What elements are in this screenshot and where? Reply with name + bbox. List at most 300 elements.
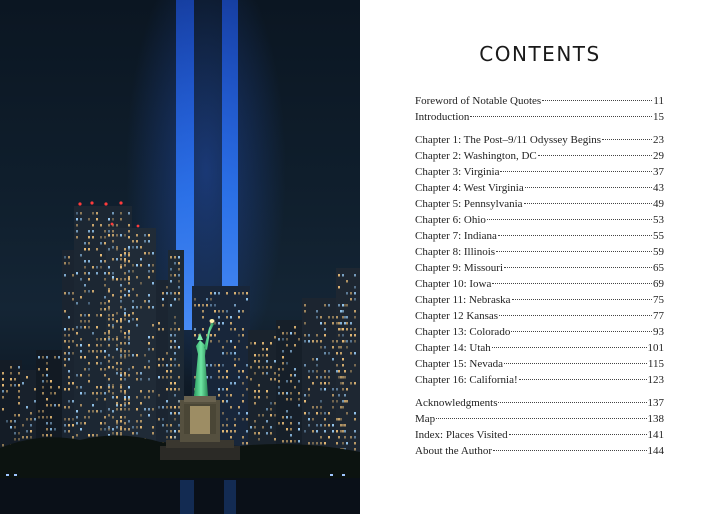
window-light	[308, 388, 310, 391]
window-light	[50, 392, 52, 395]
window-light	[312, 418, 314, 421]
window-light	[140, 378, 142, 381]
window-light	[354, 448, 356, 451]
window-light	[132, 288, 134, 291]
toc-entry-page-number: 138	[647, 413, 664, 425]
window-light	[136, 324, 138, 327]
toc-entry	[415, 212, 664, 228]
window-light	[218, 316, 220, 319]
window-light	[148, 234, 150, 237]
window-light	[124, 234, 126, 237]
window-light	[286, 416, 288, 419]
window-light	[286, 392, 288, 395]
window-light	[316, 340, 318, 343]
window-light	[214, 322, 216, 325]
window-light	[50, 416, 52, 419]
window-light	[336, 322, 338, 325]
building	[336, 268, 360, 480]
window-light	[92, 224, 94, 227]
window-light	[128, 230, 130, 233]
window-light	[286, 380, 288, 383]
window-light	[140, 402, 142, 405]
window-light	[304, 334, 306, 337]
window-light	[282, 356, 284, 359]
window-light	[128, 260, 130, 263]
window-light	[304, 340, 306, 343]
window-light	[342, 430, 344, 433]
window-light	[80, 254, 82, 257]
window-light	[286, 428, 288, 431]
window-light	[136, 426, 138, 429]
window-light	[116, 362, 118, 365]
toc-entry-title: Chapter 16: California!	[415, 374, 518, 386]
window-light	[124, 272, 126, 275]
toc-entry	[415, 109, 664, 125]
window-light	[18, 432, 20, 435]
window-light	[112, 392, 114, 395]
window-light	[120, 368, 122, 371]
window-light	[242, 394, 244, 397]
window-light	[76, 422, 78, 425]
window-light	[108, 306, 110, 309]
window-light	[112, 416, 114, 419]
window-light	[124, 342, 126, 345]
window-light	[316, 334, 318, 337]
window-light	[158, 358, 160, 361]
window-light	[104, 284, 106, 287]
toc-entry	[415, 427, 664, 443]
window-light	[278, 386, 280, 389]
window-light	[166, 352, 168, 355]
window-light	[166, 406, 168, 409]
window-light	[68, 292, 70, 295]
window-light	[166, 388, 168, 391]
toc-group	[415, 132, 664, 388]
window-light	[294, 374, 296, 377]
window-light	[210, 304, 212, 307]
toc-entry	[415, 340, 664, 356]
window-light	[92, 350, 94, 353]
window-light	[312, 340, 314, 343]
window-light	[258, 360, 260, 363]
window-light	[38, 416, 40, 419]
window-light	[144, 234, 146, 237]
window-light	[152, 408, 154, 411]
window-light	[76, 344, 78, 347]
window-light	[344, 340, 346, 343]
window-light	[104, 230, 106, 233]
window-light	[354, 364, 356, 367]
window-light	[120, 354, 122, 357]
window-light	[332, 316, 334, 319]
window-light	[124, 408, 126, 411]
window-light	[84, 272, 86, 275]
window-light	[320, 346, 322, 349]
window-light	[104, 416, 106, 419]
window-light	[80, 326, 82, 329]
window-light	[336, 442, 338, 445]
window-light	[128, 320, 130, 323]
window-light	[270, 378, 272, 381]
window-light	[290, 440, 292, 443]
window-light	[80, 296, 82, 299]
window-light	[144, 240, 146, 243]
window-light	[14, 420, 16, 423]
window-light	[308, 370, 310, 373]
window-light	[336, 400, 338, 403]
dot-leader	[492, 347, 647, 348]
window-light	[112, 246, 114, 249]
window-light	[108, 336, 110, 339]
window-light	[148, 264, 150, 267]
window-light	[342, 340, 344, 343]
window-light	[50, 428, 52, 431]
window-light	[84, 320, 86, 323]
window-light	[104, 350, 106, 353]
window-light	[338, 328, 340, 331]
window-light	[354, 382, 356, 385]
window-light	[162, 406, 164, 409]
window-light	[246, 292, 248, 295]
window-light	[14, 378, 16, 381]
window-light	[328, 436, 330, 439]
window-light	[120, 416, 122, 419]
window-light	[46, 404, 48, 407]
window-light	[290, 434, 292, 437]
dot-leader	[498, 402, 646, 403]
window-light	[328, 370, 330, 373]
window-light	[108, 224, 110, 227]
window-light	[80, 344, 82, 347]
window-light	[128, 420, 130, 423]
window-light	[96, 356, 98, 359]
window-light	[162, 298, 164, 301]
window-light	[246, 418, 248, 421]
window-light	[136, 240, 138, 243]
window-light	[166, 436, 168, 439]
window-light	[136, 294, 138, 297]
toc-entry-page-number: 11	[653, 95, 664, 107]
window-light	[226, 424, 228, 427]
window-light	[340, 328, 342, 331]
window-light	[46, 356, 48, 359]
window-light	[124, 402, 126, 405]
window-light	[128, 408, 130, 411]
window-light	[242, 292, 244, 295]
window-light	[162, 424, 164, 427]
window-light	[298, 404, 300, 407]
window-light	[294, 326, 296, 329]
window-light	[140, 420, 142, 423]
window-light	[278, 422, 280, 425]
window-light	[140, 372, 142, 375]
window-light	[124, 396, 126, 399]
window-light	[38, 356, 40, 359]
window-light	[234, 352, 236, 355]
window-light	[80, 404, 82, 407]
window-light	[294, 440, 296, 443]
window-light	[158, 322, 160, 325]
toc-entry-title: Chapter 7: Indiana	[415, 230, 497, 242]
window-light	[30, 418, 32, 421]
window-light	[112, 272, 114, 275]
window-light	[344, 370, 346, 373]
toc-entry-title: Chapter 12 Kansas	[415, 310, 499, 322]
window-light	[202, 316, 204, 319]
window-light	[136, 378, 138, 381]
window-light	[148, 270, 150, 273]
window-light	[210, 364, 212, 367]
window-light	[132, 270, 134, 273]
window-light	[242, 370, 244, 373]
window-light	[238, 406, 240, 409]
window-light	[282, 440, 284, 443]
window-light	[108, 366, 110, 369]
window-light	[76, 332, 78, 335]
window-light	[158, 364, 160, 367]
window-light	[80, 314, 82, 317]
window-light	[10, 372, 12, 375]
window-light	[148, 414, 150, 417]
window-light	[148, 306, 150, 309]
window-light	[108, 426, 110, 429]
window-light	[108, 330, 110, 333]
window-light	[112, 396, 114, 399]
window-light	[128, 396, 130, 399]
dot-leader	[493, 450, 647, 451]
window-light	[128, 368, 130, 371]
window-light	[170, 268, 172, 271]
window-light	[10, 426, 12, 429]
window-light	[128, 354, 130, 357]
window-light	[30, 436, 32, 439]
window-light	[46, 416, 48, 419]
toc-entry-page-number: 141	[647, 429, 664, 441]
window-light	[50, 404, 52, 407]
window-light	[148, 396, 150, 399]
window-light	[112, 218, 114, 221]
window-light	[152, 282, 154, 285]
window-light	[124, 354, 126, 357]
window-light	[332, 400, 334, 403]
window-light	[100, 302, 102, 305]
window-light	[100, 308, 102, 311]
window-light	[100, 314, 102, 317]
window-light	[120, 404, 122, 407]
window-light	[324, 376, 326, 379]
window-light	[140, 258, 142, 261]
window-light	[342, 358, 344, 361]
window-light	[324, 442, 326, 445]
toc-entry-title: Chapter 11: Nebraska	[415, 294, 511, 306]
window-light	[226, 400, 228, 403]
window-light	[174, 388, 176, 391]
window-light	[34, 418, 36, 421]
window-light	[46, 368, 48, 371]
window-light	[68, 352, 70, 355]
window-light	[202, 304, 204, 307]
window-light	[336, 418, 338, 421]
window-light	[14, 384, 16, 387]
window-light	[104, 398, 106, 401]
window-light	[58, 356, 60, 359]
window-light	[166, 364, 168, 367]
window-light	[124, 350, 126, 353]
window-light	[76, 218, 78, 221]
window-light	[242, 436, 244, 439]
window-light	[332, 406, 334, 409]
toc-entry	[415, 395, 664, 411]
window-light	[308, 442, 310, 445]
toc-entry-page-number: 15	[653, 111, 664, 123]
window-light	[170, 292, 172, 295]
window-light	[312, 442, 314, 445]
window-light	[178, 346, 180, 349]
window-light	[64, 262, 66, 265]
window-light	[148, 408, 150, 411]
window-light	[338, 304, 340, 307]
window-light	[336, 430, 338, 433]
window-light	[152, 426, 154, 429]
window-light	[320, 406, 322, 409]
window-light	[246, 364, 248, 367]
window-light	[140, 426, 142, 429]
window-light	[112, 432, 114, 435]
window-light	[346, 304, 348, 307]
window-light	[214, 304, 216, 307]
window-light	[270, 402, 272, 405]
window-light	[242, 382, 244, 385]
window-light	[324, 304, 326, 307]
window-light	[218, 394, 220, 397]
window-light	[336, 364, 338, 367]
window-light	[338, 334, 340, 337]
window-light	[96, 212, 98, 215]
window-light	[140, 264, 142, 267]
window-light	[286, 398, 288, 401]
window-light	[64, 256, 66, 259]
window-light	[210, 340, 212, 343]
window-light	[346, 412, 348, 415]
window-light	[230, 322, 232, 325]
window-light	[104, 302, 106, 305]
window-light	[332, 388, 334, 391]
window-light	[124, 308, 126, 311]
window-light	[88, 344, 90, 347]
window-light	[304, 400, 306, 403]
window-light	[72, 382, 74, 385]
window-light	[68, 388, 70, 391]
toc-entry-title: Chapter 5: Pennsylvania	[415, 198, 523, 210]
window-light	[222, 388, 224, 391]
window-light	[332, 424, 334, 427]
window-light	[222, 376, 224, 379]
window-light	[258, 396, 260, 399]
window-light	[328, 352, 330, 355]
window-light	[54, 356, 56, 359]
window-light	[324, 346, 326, 349]
contents-title: CONTENTS	[479, 42, 601, 66]
window-light	[128, 314, 130, 317]
window-light	[124, 252, 126, 255]
window-light	[354, 298, 356, 301]
window-light	[112, 230, 114, 233]
toc-entry-title: Chapter 13: Colorado	[415, 326, 511, 338]
window-light	[76, 410, 78, 413]
window-light	[346, 328, 348, 331]
window-light	[324, 424, 326, 427]
window-light	[96, 434, 98, 437]
toc-entry-title: Chapter 8: Illinois	[415, 246, 496, 258]
window-light	[234, 292, 236, 295]
window-light	[206, 298, 208, 301]
window-light	[174, 346, 176, 349]
window-light	[152, 306, 154, 309]
window-light	[290, 350, 292, 353]
window-light	[104, 356, 106, 359]
window-light	[120, 408, 122, 411]
window-light	[340, 322, 342, 325]
window-light	[136, 306, 138, 309]
window-light	[108, 378, 110, 381]
window-light	[100, 338, 102, 341]
window-light	[210, 376, 212, 379]
window-light	[148, 360, 150, 363]
window-light	[76, 230, 78, 233]
toc-entry	[415, 244, 664, 260]
window-light	[88, 374, 90, 377]
window-light	[234, 328, 236, 331]
window-light	[316, 424, 318, 427]
window-light	[250, 426, 252, 429]
dot-leader	[498, 235, 652, 236]
window-light	[132, 300, 134, 303]
window-light	[346, 388, 348, 391]
toc-entry-page-number: 144	[647, 445, 664, 457]
window-light	[104, 308, 106, 311]
window-light	[120, 390, 122, 393]
toc-entry	[415, 411, 664, 427]
window-light	[178, 268, 180, 271]
window-light	[72, 436, 74, 439]
window-light	[206, 364, 208, 367]
window-light	[76, 326, 78, 329]
window-light	[198, 304, 200, 307]
window-light	[230, 382, 232, 385]
toc-entry	[415, 164, 664, 180]
window-light	[128, 246, 130, 249]
window-light	[108, 324, 110, 327]
window-light	[170, 280, 172, 283]
window-light	[328, 424, 330, 427]
window-light	[148, 366, 150, 369]
window-light	[162, 358, 164, 361]
window-light	[108, 230, 110, 233]
window-light	[100, 242, 102, 245]
window-light	[100, 368, 102, 371]
window-light	[128, 330, 130, 333]
window-light	[230, 436, 232, 439]
window-light	[104, 338, 106, 341]
window-light	[278, 374, 280, 377]
window-light	[170, 424, 172, 427]
window-light	[112, 384, 114, 387]
window-light	[120, 290, 122, 293]
window-light	[72, 328, 74, 331]
window-light	[350, 298, 352, 301]
window-light	[338, 376, 340, 379]
window-light	[354, 310, 356, 313]
